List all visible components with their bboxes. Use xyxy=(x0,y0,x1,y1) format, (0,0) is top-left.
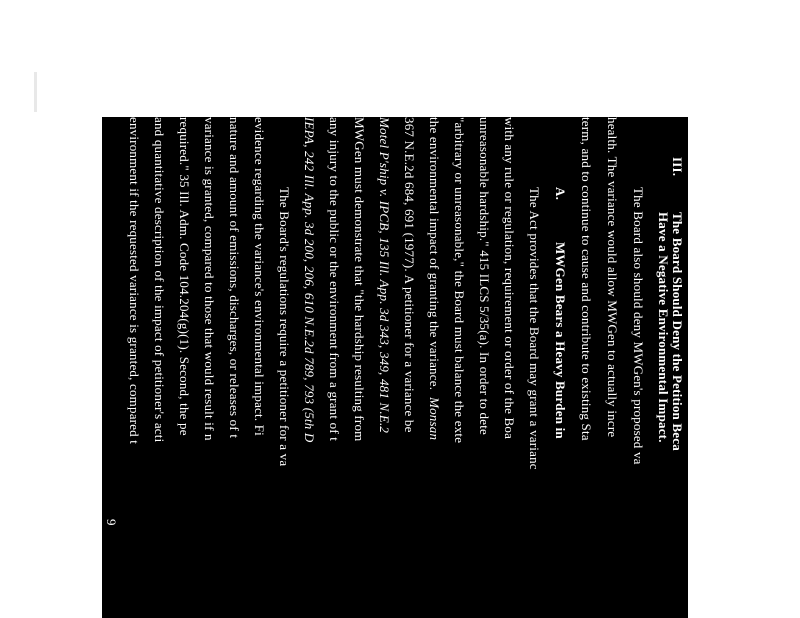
para2-line: The Act provides that the Board may grant a varianc xyxy=(527,187,542,470)
para3-line: nature and amount of emissions, discharges, or releases of t xyxy=(227,117,242,439)
para2-line: 367 N.E.2d 684, 691 (1977). A petitioner for a variance be xyxy=(402,117,417,433)
section-heading-line1: The Board Should Deny the Petition Beca xyxy=(670,212,685,451)
para2-line xyxy=(427,117,441,440)
para3-line: and quantitative description of the impact of petitioner's acti xyxy=(152,117,167,443)
para1-line: term, and to continue to cause and contribute to existing Sta xyxy=(579,117,594,441)
para1-line: The Board also should deny MWGen's proposed va xyxy=(631,187,646,465)
para2-line: IEPA, 242 Ill. App. 3d 200, 206, 610 N.E.2d 789, 793 (5th D xyxy=(302,117,317,443)
para1-line: health. The variance would allow MWGen to actually incre xyxy=(605,117,620,438)
para2-text: the environmental impact of granting the variance. xyxy=(427,117,442,391)
para2-line: MWGen must demonstrate that "the hardship resulting from xyxy=(352,117,367,442)
para3-line: variance is granted, compared to those that would result if n xyxy=(202,117,217,441)
scan-edge-artifact xyxy=(34,72,37,112)
para3-line: evidence regarding the variance's environmental impact. Fi xyxy=(252,117,267,436)
para2-line: unreasonable hardship." 415 ILCS 5/35(a). In order to dete xyxy=(477,117,492,435)
subsection-letter: A. xyxy=(553,187,568,201)
para3-line: environment if the requested variance is granted, compared t xyxy=(127,117,142,445)
section-number: III. xyxy=(670,157,685,177)
rotated-page-content xyxy=(102,117,688,618)
para2-line: Motel P'ship v. IPCB, 135 Ill. App. 3d 343, 349, 481 N.E.2 xyxy=(377,117,392,434)
para2-line: any injury to the public or the environment from a grant of t xyxy=(327,117,342,442)
subsection-title: MWGen Bears a Heavy Burden in xyxy=(553,242,568,439)
para3-line: The Board's regulations require a petitioner for a va xyxy=(277,187,292,467)
scanned-document-page xyxy=(102,117,688,618)
case-name-italic: Monsan xyxy=(427,397,442,441)
para2-line: "arbitrary or unreasonable," the Board must balance the exte xyxy=(452,117,467,444)
para2-line: with any rule or regulation, requirement or order of the Boa xyxy=(502,117,517,440)
para3-line: required." 35 Ill. Adm. Code 104.204(g)(1). Second, the pe xyxy=(177,117,192,436)
section-heading-line2: Have a Negative Environmental Impact. xyxy=(656,212,671,443)
page-number: 9 xyxy=(104,519,119,526)
